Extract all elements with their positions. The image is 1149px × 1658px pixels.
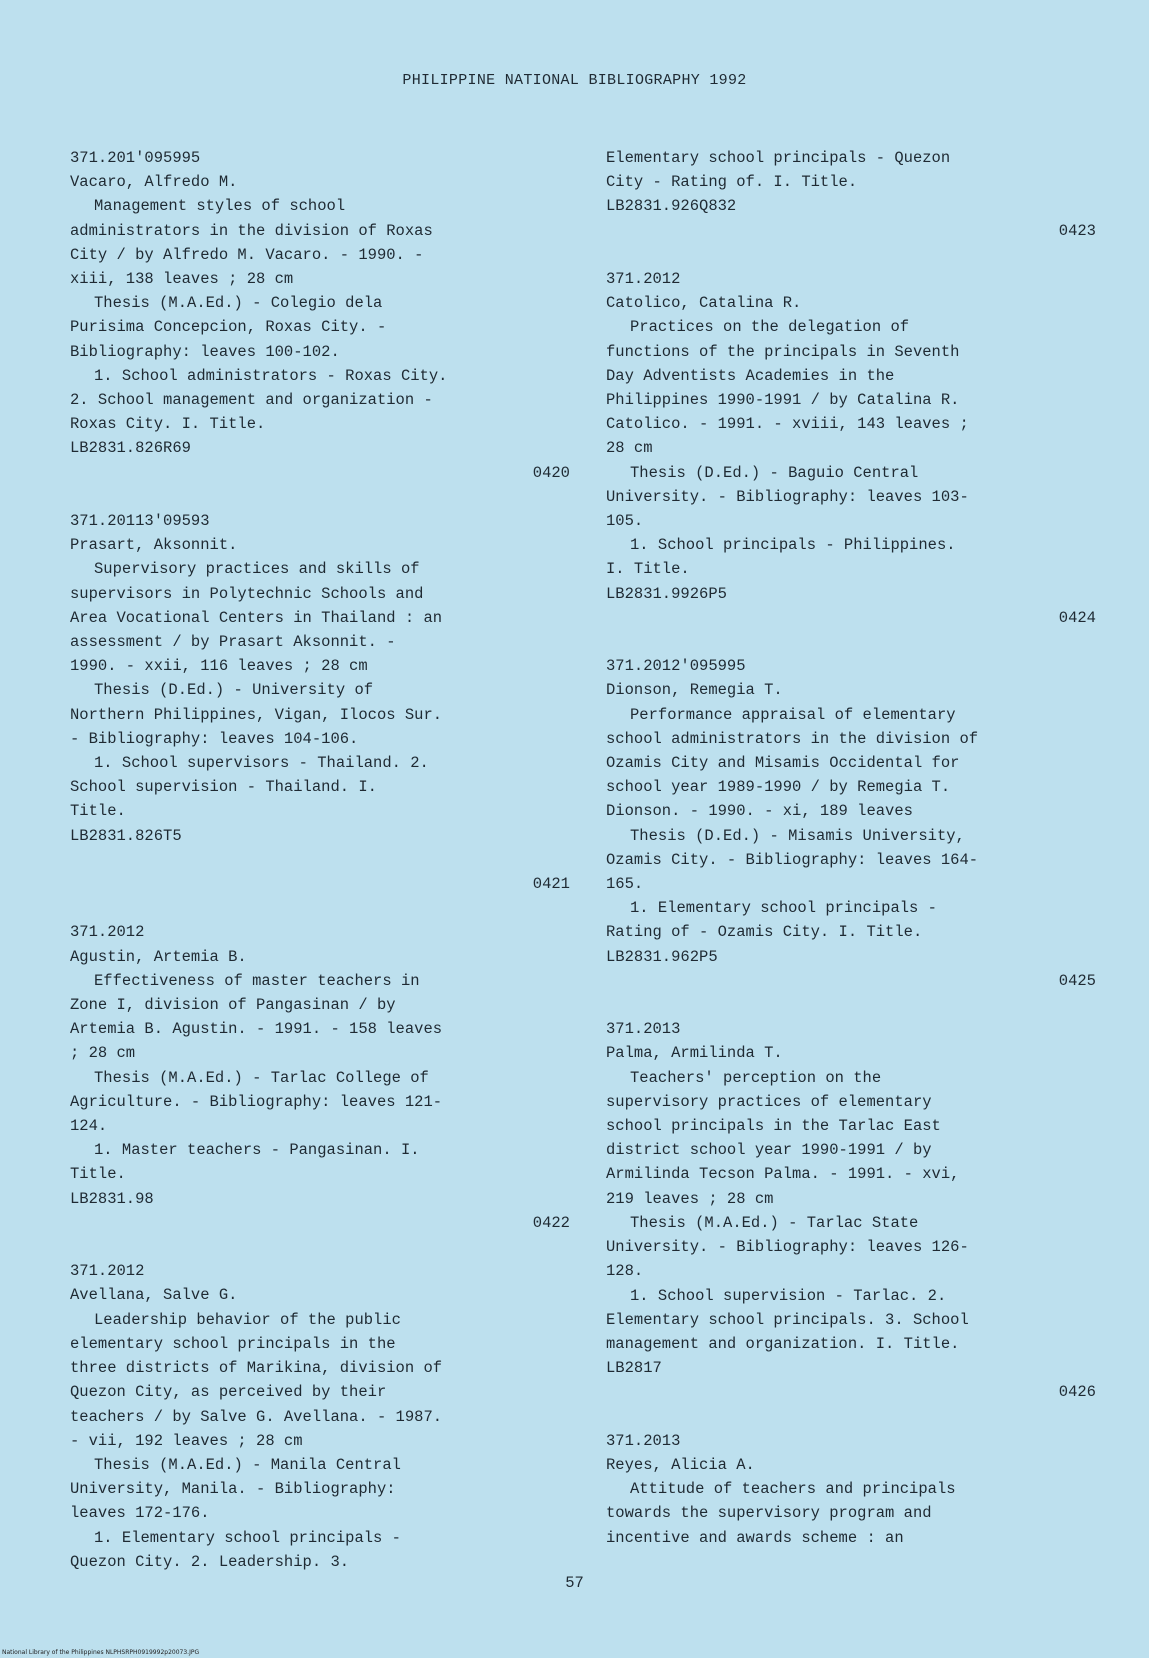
line-gap <box>606 630 1096 654</box>
text-line: 1. School principals - Philippines. <box>630 536 956 555</box>
text-line: teachers / by Salve G. Avellana. - 1987. <box>70 1407 443 1426</box>
text-line: LB2831.98 <box>70 1189 154 1208</box>
text-line: 371.20113'09593 <box>70 512 210 531</box>
text-line: Philippines 1990-1991 / by Catalina R. <box>606 391 960 410</box>
line-gap <box>70 485 570 509</box>
text-line: Purisima Concepcion, Roxas City. - <box>70 318 387 337</box>
text-line: school principals in the Tarlac East <box>606 1117 941 1136</box>
text-line: Teachers' perception on the <box>630 1068 882 1087</box>
text-line: 1. Elementary school principals - <box>630 899 937 918</box>
text-line: Dionson, Remegia T. <box>606 681 783 700</box>
entry-number: 0420 <box>532 463 570 482</box>
entry-number: 0422 <box>532 1213 570 1232</box>
text-line: 371.2013 <box>606 1431 681 1450</box>
text-line: Performance appraisal of elementary <box>630 705 956 724</box>
text-line: 371.2013 <box>606 1020 681 1039</box>
page-number: 57 <box>565 1574 584 1592</box>
text-line: Artemia B. Agustin. - 1991. - 158 leaves <box>70 1020 443 1039</box>
text-line: towards the supervisory program and <box>606 1504 932 1523</box>
line-gap <box>70 896 570 920</box>
entry-number: 0421 <box>532 875 570 894</box>
text-line: University. - Bibliography: leaves 103- <box>606 487 969 506</box>
text-line: Agriculture. - Bibliography: leaves 121- <box>70 1092 443 1111</box>
text-line: district school year 1990-1991 / by <box>606 1141 932 1160</box>
text-line: Thesis (M.A.Ed.) - Tarlac State <box>630 1213 919 1232</box>
line-gap <box>606 993 1096 1017</box>
text-line: Management styles of school <box>94 197 346 216</box>
text-line: 1990. - xxii, 116 leaves ; 28 cm <box>70 657 368 676</box>
text-line: Vacaro, Alfredo M. <box>70 173 238 192</box>
text-line: 1. Elementary school principals - <box>94 1528 401 1547</box>
text-line: Rating of - Ozamis City. I. Title. <box>606 923 923 942</box>
text-line: 371.201'095995 <box>70 149 201 167</box>
text-line: LB2817 <box>606 1359 662 1378</box>
text-line: Thesis (M.A.Ed.) - Tarlac College of <box>94 1068 429 1087</box>
text-line: Prasart, Aksonnit. <box>70 536 238 555</box>
text-line: school administrators in the division of <box>606 729 979 748</box>
text-line: Ozamis City. - Bibliography: leaves 164- <box>606 850 979 869</box>
text-line: management and organization. I. Title. <box>606 1334 960 1353</box>
scan-footer: National Library of the Philippines NLPHSRPH0919992p20073.JPG <box>2 1649 200 1656</box>
text-line: 371.2012 <box>70 923 145 942</box>
text-line: - vii, 192 leaves ; 28 cm <box>70 1431 303 1450</box>
left-column <box>70 146 570 1574</box>
text-line: Effectiveness of master teachers in <box>94 971 420 990</box>
text-line: incentive and awards scheme : an <box>606 1528 904 1547</box>
text-line: 1. School supervisors - Thailand. 2. <box>94 754 429 773</box>
line-gap <box>606 243 1096 267</box>
text-line: Catolico. - 1991. - xviii, 143 leaves ; <box>606 415 969 434</box>
text-line: 165. <box>606 875 644 894</box>
text-line: LB2831.926Q832 <box>606 197 737 216</box>
text-line: Armilinda Tecson Palma. - 1991. - xvi, <box>606 1165 960 1184</box>
text-line: I. Title. <box>606 560 690 579</box>
text-line: Thesis (D.Ed.) - Misamis University, <box>630 826 965 845</box>
text-line: LB2831.9926P5 <box>606 584 727 603</box>
text-line: University, Manila. - Bibliography: <box>70 1480 396 1499</box>
line-gap <box>606 1405 1096 1429</box>
line-gap <box>70 1235 570 1259</box>
text-line: Thesis (D.Ed.) - Baguio Central <box>630 463 919 482</box>
text-line: supervisors in Polytechnic Schools and <box>70 584 424 603</box>
text-line: Title. <box>70 1165 126 1184</box>
text-line: 1. School administrators - Roxas City. <box>94 366 448 385</box>
text-line: Elementary school principals. 3. School <box>606 1310 969 1329</box>
text-line: 371.2012'095995 <box>606 657 746 676</box>
text-line: three districts of Marikina, division of <box>70 1359 443 1378</box>
text-line: University. - Bibliography: leaves 126- <box>606 1238 969 1257</box>
text-line: Thesis (M.A.Ed.) - Manila Central <box>94 1455 401 1474</box>
text-line: Ozamis City and Misamis Occidental for <box>606 754 960 773</box>
text-line: City - Rating of. I. Title. <box>606 173 858 192</box>
entry-number: 0425 <box>1058 971 1096 990</box>
text-line: 219 leaves ; 28 cm <box>606 1189 774 1208</box>
text-line: Elementary school principals - Quezon <box>606 149 951 167</box>
text-line: Practices on the delegation of <box>630 318 910 337</box>
text-line: 371.2012 <box>606 270 681 288</box>
text-line: functions of the principals in Seventh <box>606 342 960 361</box>
text-line: Zone I, division of Pangasinan / by <box>70 996 396 1015</box>
text-line: 1. School supervision - Tarlac. 2. <box>630 1286 947 1305</box>
header-title: PHILIPPINE NATIONAL BIBLIOGRAPHY 1992 <box>402 72 747 89</box>
text-line: City / by Alfredo M. Vacaro. - 1990. - <box>70 245 424 264</box>
text-line: Northern Philippines, Vigan, Ilocos Sur. <box>70 705 443 724</box>
text-line: 28 cm <box>606 439 653 458</box>
text-line: Dionson. - 1990. - xi, 189 leaves <box>606 802 913 821</box>
entry-number: 0426 <box>1058 1383 1096 1402</box>
text-line: elementary school principals in the <box>70 1334 396 1353</box>
text-line: 1. Master teachers - Pangasinan. I. <box>94 1141 420 1160</box>
entry-number: 0423 <box>1058 221 1096 240</box>
text-line: Quezon City. 2. Leadership. 3. <box>70 1552 350 1571</box>
text-line: LB2831.826T5 <box>70 826 182 845</box>
text-line: Reyes, Alicia A. <box>606 1455 755 1474</box>
text-line: Leadership behavior of the public <box>94 1310 401 1329</box>
text-line: School supervision - Thailand. I. <box>70 778 377 797</box>
text-line: Agustin, Artemia B. <box>70 947 247 966</box>
page-header <box>0 72 1149 89</box>
line-gap <box>70 848 570 872</box>
text-line: Thesis (M.A.Ed.) - Colegio dela <box>94 294 383 313</box>
text-line: xiii, 138 leaves ; 28 cm <box>70 270 294 289</box>
text-line: 105. <box>606 512 644 531</box>
text-line: LB2831.826R69 <box>70 439 191 458</box>
text-line: school year 1989-1990 / by Remegia T. <box>606 778 951 797</box>
text-line: Supervisory practices and skills of <box>94 560 420 579</box>
text-line: 124. <box>70 1117 108 1136</box>
text-line: Quezon City, as perceived by their <box>70 1383 387 1402</box>
text-line: supervisory practices of elementary <box>606 1092 932 1111</box>
text-line: Palma, Armilinda T. <box>606 1044 783 1063</box>
text-line: Title. <box>70 802 126 821</box>
text-line: assessment / by Prasart Aksonnit. - <box>70 633 396 652</box>
text-line: Attitude of teachers and principals <box>630 1480 956 1499</box>
text-line: leaves 172-176. <box>70 1504 210 1523</box>
text-line: Day Adventists Academies in the <box>606 366 895 385</box>
text-line: Bibliography: leaves 100-102. <box>70 342 340 361</box>
text-line: Roxas City. I. Title. <box>70 415 266 434</box>
text-line: 2. School management and organization - <box>70 391 433 410</box>
text-line: ; 28 cm <box>70 1044 136 1063</box>
right-column <box>606 146 1096 1550</box>
text-line: LB2831.962P5 <box>606 947 718 966</box>
text-line: Catolico, Catalina R. <box>606 294 802 313</box>
entry-number: 0424 <box>1058 608 1096 627</box>
text-line: 128. <box>606 1262 644 1281</box>
text-line: 371.2012 <box>70 1262 145 1281</box>
text-line: administrators in the division of Roxas <box>70 221 433 240</box>
text-line: Area Vocational Centers in Thailand : an <box>70 608 443 627</box>
text-line: Avellana, Salve G. <box>70 1286 238 1305</box>
text-line: Thesis (D.Ed.) - University of <box>94 681 374 700</box>
text-line: - Bibliography: leaves 104-106. <box>70 729 359 748</box>
